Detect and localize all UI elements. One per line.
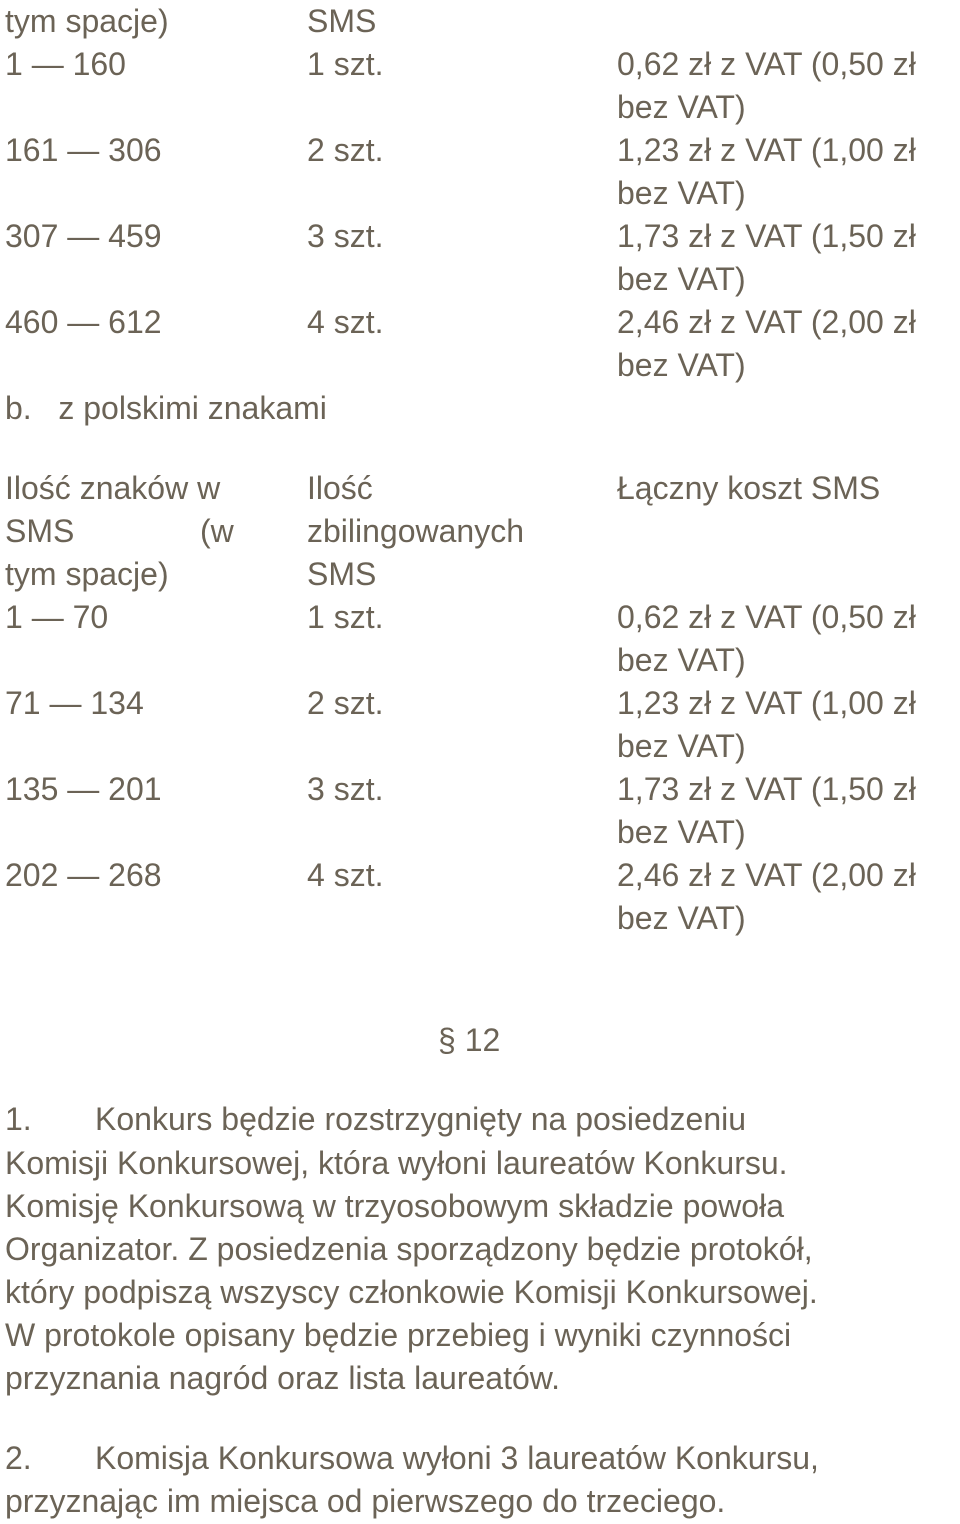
table-b-header-col2-line3: SMS	[307, 556, 377, 592]
cost-cell-line1: 1,73 zł z VAT (1,50 zł	[617, 771, 916, 807]
qty-cell: 2 szt.	[307, 685, 384, 721]
table-a-header-col1: tym spacje)	[5, 3, 169, 39]
cost-cell-line1: 2,46 zł z VAT (2,00 zł	[617, 304, 916, 340]
table-b-header-col3-line1: Łączny koszt SMS	[617, 470, 881, 506]
cost-cell-line2: bez VAT)	[617, 89, 746, 125]
paragraph-line: przyznając im miejsca od pierwszego do trzeciego.	[5, 1483, 726, 1519]
qty-cell: 1 szt.	[307, 599, 384, 635]
range-cell: 71 — 134	[5, 685, 144, 721]
cost-cell-line2: bez VAT)	[617, 347, 746, 383]
paragraph-line: W protokole opisany będzie przebieg i wyniki czynności	[5, 1317, 792, 1353]
cost-cell-line2: bez VAT)	[617, 728, 746, 764]
range-cell: 161 — 306	[5, 132, 162, 168]
qty-cell: 4 szt.	[307, 304, 384, 340]
cost-cell-line1: 1,23 zł z VAT (1,00 zł	[617, 132, 916, 168]
range-cell: 307 — 459	[5, 218, 162, 254]
qty-cell: 3 szt.	[307, 771, 384, 807]
qty-cell: 1 szt.	[307, 46, 384, 82]
cost-cell-line1: 2,46 zł z VAT (2,00 zł	[617, 857, 916, 893]
qty-cell: 2 szt.	[307, 132, 384, 168]
section-title: § 12	[438, 1022, 501, 1058]
range-cell: 460 — 612	[5, 304, 162, 340]
table-b-header-col2-line1: Ilość	[307, 470, 373, 506]
cost-cell-line1: 0,62 zł z VAT (0,50 zł	[617, 46, 916, 82]
paragraph-line: który podpiszą wszyscy członkowie Komisji Konkursowej.	[5, 1274, 818, 1310]
paragraph-line: Organizator. Z posiedzenia sporządzony będzie protokół,	[5, 1231, 813, 1267]
cost-cell-line2: bez VAT)	[617, 642, 746, 678]
paragraph-line: Komisji Konkursowej, która wyłoni laureatów Konkursu.	[5, 1145, 788, 1181]
cost-cell-line2: bez VAT)	[617, 900, 746, 936]
table-b-header-col1-line2a: SMS	[5, 513, 75, 549]
cost-cell-line2: bez VAT)	[617, 261, 746, 297]
table-b-header-col1-line3: tym spacje)	[5, 556, 169, 592]
table-b-heading: b. z polskimi znakami	[5, 390, 327, 426]
table-a-header-col2: SMS	[307, 3, 377, 39]
paragraph-number: 1.	[5, 1101, 32, 1137]
qty-cell: 4 szt.	[307, 857, 384, 893]
cost-cell-line1: 1,73 zł z VAT (1,50 zł	[617, 218, 916, 254]
cost-cell-line2: bez VAT)	[617, 814, 746, 850]
paragraph-line: Komisja Konkursowa wyłoni 3 laureatów Konkursu,	[95, 1440, 819, 1476]
range-cell: 135 — 201	[5, 771, 162, 807]
range-cell: 202 — 268	[5, 857, 162, 893]
table-b-header-col1-line1: Ilość znaków w	[5, 470, 221, 506]
qty-cell: 3 szt.	[307, 218, 384, 254]
cost-cell-line2: bez VAT)	[617, 175, 746, 211]
table-b-header-col1-line2b: (w	[200, 513, 234, 549]
paragraph-line: Komisję Konkursową w trzyosobowym składzie powoła	[5, 1188, 784, 1224]
range-cell: 1 — 160	[5, 46, 126, 82]
range-cell: 1 — 70	[5, 599, 109, 635]
cost-cell-line1: 0,62 zł z VAT (0,50 zł	[617, 599, 916, 635]
paragraph-line: przyznania nagród oraz lista laureatów.	[5, 1360, 560, 1396]
table-b-header-col2-line2: zbilingowanych	[307, 513, 525, 549]
paragraph-line: Konkurs będzie rozstrzygnięty na posiedzeniu	[95, 1101, 747, 1137]
paragraph-number: 2.	[5, 1440, 32, 1476]
cost-cell-line1: 1,23 zł z VAT (1,00 zł	[617, 685, 916, 721]
